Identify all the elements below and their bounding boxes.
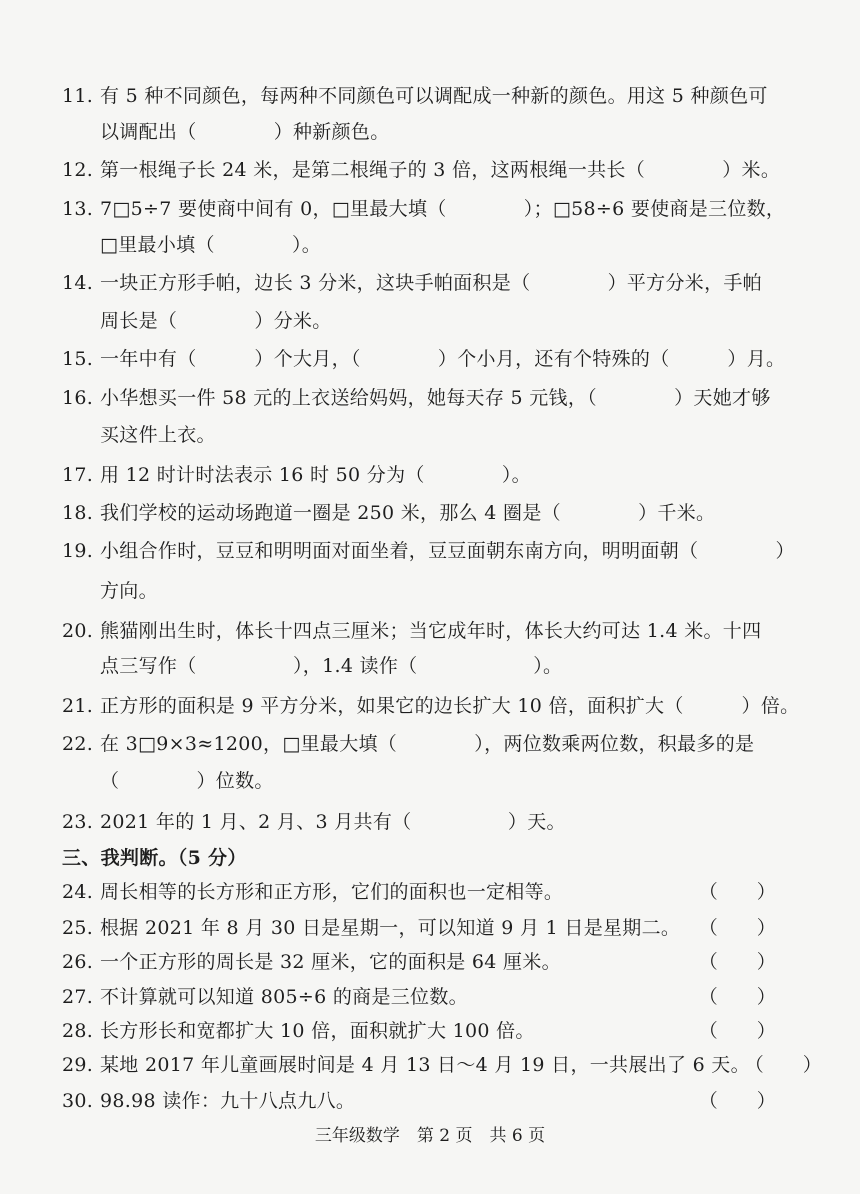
answer-parentheses[interactable]: （ ） xyxy=(698,1090,776,1112)
question-number: 28. xyxy=(62,1020,94,1042)
question-text: 方向。 xyxy=(100,580,158,602)
question-number: 30. xyxy=(62,1090,94,1112)
question-number: 18. xyxy=(62,502,94,524)
question-text: 一个正方形的周长是 32 厘米，它的面积是 64 厘米。 xyxy=(100,951,561,973)
question-12 xyxy=(62,157,822,183)
question-22-continued xyxy=(100,768,822,794)
question-text: 一年中有（ ）个大月，（ ）个小月，还有个特殊的（ ）月。 xyxy=(100,348,786,370)
question-number: 25. xyxy=(62,917,94,939)
question-23 xyxy=(62,809,822,835)
section-heading: 三、我判断。（5 分） xyxy=(62,847,247,869)
question-19 xyxy=(62,538,822,564)
question-21 xyxy=(62,693,822,719)
question-text: 7□5÷7 要使商中间有 0，□里最大填（ ）；□58÷6 要使商是三位数， xyxy=(100,198,786,220)
question-17 xyxy=(62,462,822,488)
judge-item xyxy=(62,984,822,1010)
judge-item xyxy=(62,949,822,975)
question-number: 13. xyxy=(62,198,94,220)
question-text: 根据 2021 年 8 月 30 日是星期一，可以知道 9 月 1 日是星期二。 xyxy=(100,917,681,939)
question-text: 98.98 读作：九十八点九八。 xyxy=(100,1090,356,1112)
question-20 xyxy=(62,618,822,644)
question-number: 22. xyxy=(62,733,94,755)
question-text: 点三写作（ ），1.4 读作（ ）。 xyxy=(100,655,563,677)
question-text: 长方形长和宽都扩大 10 倍，面积就扩大 100 倍。 xyxy=(100,1020,535,1042)
question-14-continued xyxy=(100,308,822,334)
question-text: 在 3□9×3≈1200，□里最大填（ ），两位数乘两位数，积最多的是 xyxy=(100,733,755,755)
question-text: 一块正方形手帕，边长 3 分米，这块手帕面积是（ ）平方分米，手帕 xyxy=(100,272,762,294)
question-number: 14. xyxy=(62,272,94,294)
question-text: 周长是（ ）分米。 xyxy=(100,310,332,332)
question-text: 有 5 种不同颜色，每两种不同颜色可以调配成一种新的颜色。用这 5 种颜色可 xyxy=(100,85,768,107)
question-number: 23. xyxy=(62,811,94,833)
page-footer: 三年级数学 第 2 页 共 6 页 xyxy=(314,1126,546,1146)
question-20-continued xyxy=(100,653,822,679)
judge-item xyxy=(62,915,822,941)
answer-parentheses[interactable]: （ ） xyxy=(698,917,776,939)
question-number: 24. xyxy=(62,881,94,903)
question-text: 我们学校的运动场跑道一圈是 250 米，那么 4 圈是（ ）千米。 xyxy=(100,502,716,524)
question-text: 以调配出（ ）种新颜色。 xyxy=(100,121,390,143)
question-text: 周长相等的长方形和正方形，它们的面积也一定相等。 xyxy=(100,881,564,903)
question-14 xyxy=(62,270,822,296)
question-18 xyxy=(62,500,822,526)
question-text: 用 12 时计时法表示 16 时 50 分为（ ）。 xyxy=(100,464,531,486)
question-number: 20. xyxy=(62,620,94,642)
question-13-continued xyxy=(100,232,822,258)
question-16-continued xyxy=(100,422,822,448)
question-text: （ ）位数。 xyxy=(100,770,274,792)
judge-item xyxy=(62,1018,822,1044)
question-text: 买这件上衣。 xyxy=(100,424,216,446)
answer-parentheses[interactable]: （ ） xyxy=(698,986,776,1008)
question-11-continued xyxy=(100,119,822,145)
question-number: 27. xyxy=(62,986,94,1008)
question-text: 小华想买一件 58 元的上衣送给妈妈，她每天存 5 元钱，（ ）天她才够 xyxy=(100,387,771,409)
question-text: 某地 2017 年儿童画展时间是 4 月 13 日～4 月 19 日，一共展出了 6 天。 xyxy=(100,1054,750,1076)
question-16 xyxy=(62,385,822,411)
question-number: 19. xyxy=(62,540,94,562)
question-text: 不计算就可以知道 805÷6 的商是三位数。 xyxy=(100,986,468,1008)
question-number: 11. xyxy=(62,85,94,107)
question-19-continued xyxy=(100,578,822,604)
judge-item xyxy=(62,879,822,905)
question-text: 小组合作时，豆豆和明明面对面坐着，豆豆面朝东南方向，明明面朝（ ） xyxy=(100,540,795,562)
question-number: 21. xyxy=(62,695,94,717)
judge-item xyxy=(62,1088,822,1114)
question-13 xyxy=(62,196,822,222)
question-number: 29. xyxy=(62,1054,94,1076)
answer-parentheses[interactable]: （ ） xyxy=(698,1020,776,1042)
judge-item xyxy=(62,1052,822,1078)
question-11 xyxy=(62,83,822,109)
question-text: 2021 年的 1 月、2 月、3 月共有（ ）天。 xyxy=(100,811,566,833)
question-text: 熊猫刚出生时，体长十四点三厘米；当它成年时，体长大约可达 1.4 米。十四 xyxy=(100,620,762,642)
question-number: 16. xyxy=(62,387,94,409)
question-text: 正方形的面积是 9 平方分米，如果它的边长扩大 10 倍，面积扩大（ ）倍。 xyxy=(100,695,800,717)
question-number: 12. xyxy=(62,159,94,181)
question-22 xyxy=(62,731,822,757)
question-15 xyxy=(62,346,822,372)
question-text: 第一根绳子长 24 米，是第二根绳子的 3 倍，这两根绳一共长（ ）米。 xyxy=(100,159,781,181)
question-number: 17. xyxy=(62,464,94,486)
answer-parentheses[interactable]: （ ） xyxy=(698,881,776,903)
answer-parentheses[interactable]: （ ） xyxy=(698,951,776,973)
answer-parentheses[interactable]: （ ） xyxy=(744,1054,822,1076)
question-number: 26. xyxy=(62,951,94,973)
question-number: 15. xyxy=(62,348,94,370)
question-text: □里最小填（ ）。 xyxy=(100,234,322,256)
